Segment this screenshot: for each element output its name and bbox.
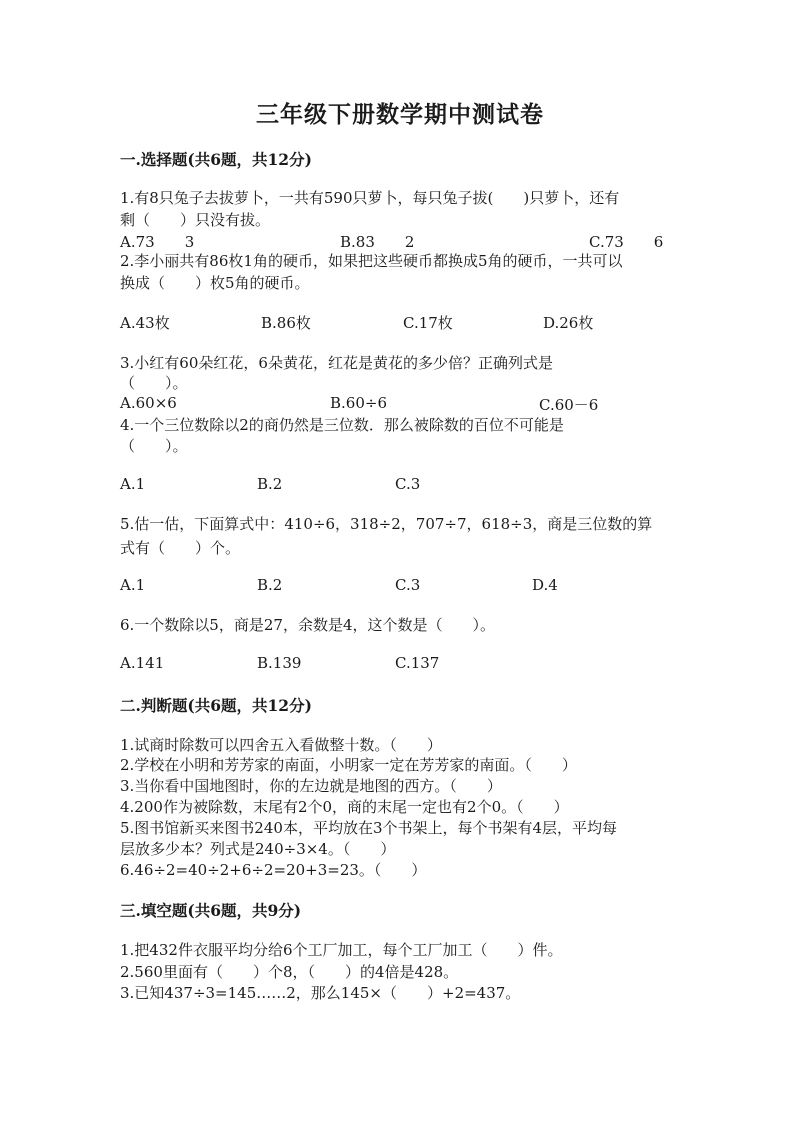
question-text: 换成（ ）枚5角的硬币。 xyxy=(120,274,310,292)
option-b: B.83 2 xyxy=(340,233,415,251)
statement-text: 3.当你看中国地图时，你的左边就是地图的西方。（ ） xyxy=(120,777,502,795)
fill-text: 1.把432件衣服平均分给6个工厂加工，每个工厂加工（ ）件。 xyxy=(120,941,563,959)
option-b: B.2 xyxy=(257,576,283,594)
question-text: 6.一个数除以5，商是27，余数是4，这个数是（ ）。 xyxy=(120,616,495,634)
statement-text: 5.图书馆新买来图书240本，平均放在3个书架上，每个书架有4层，平均每 xyxy=(120,819,618,837)
option-c: C.3 xyxy=(395,576,421,594)
statement-text: 4.200作为被除数，末尾有2个0，商的末尾一定也有2个0。（ ） xyxy=(120,798,569,816)
option-d: D.4 xyxy=(532,576,558,594)
option-b: B.139 xyxy=(257,654,302,672)
statement-text: 2.学校在小明和芳芳家的南面，小明家一定在芳芳家的南面。（ ） xyxy=(120,756,577,774)
option-c: C.17枚 xyxy=(403,314,453,332)
question-text: 2.李小丽共有86枚1角的硬币，如果把这些硬币都换成5角的硬币，一共可以 xyxy=(120,252,623,270)
option-a: A.1 xyxy=(120,475,146,493)
question-text: 1.有8只兔子去拔萝卜，一共有590只萝卜，每只兔子拔( )只萝卜，还有 xyxy=(120,189,620,207)
option-c: C.73 6 xyxy=(589,233,664,251)
option-a: A.141 xyxy=(120,654,165,672)
fill-text: 3.已知437÷3=145……2，那么145×（ ）+2=437。 xyxy=(120,984,521,1002)
option-b: B.60÷6 xyxy=(330,394,387,412)
option-c: C.60－6 xyxy=(539,396,599,414)
question-text: 5.估一估，下面算式中：410÷6，318÷2，707÷7，618÷3，商是三位数的算 xyxy=(120,515,653,533)
option-c: C.3 xyxy=(395,475,421,493)
option-c: C.137 xyxy=(395,654,440,672)
option-d: D.26枚 xyxy=(543,314,594,332)
section-heading-judgment: 二.判断题(共6题，共12分) xyxy=(120,696,312,715)
option-a: A.60×6 xyxy=(120,394,177,412)
statement-text: 层放多少本？列式是240÷3×4。（ ） xyxy=(120,840,396,858)
section-heading-fill: 三.填空题(共6题，共9分) xyxy=(120,901,302,920)
statement-text: 6.46÷2=40÷2+6÷2=20+3=23。（ ） xyxy=(120,861,427,879)
section-heading-choice: 一.选择题(共6题，共12分) xyxy=(120,150,312,169)
question-text: 4.一个三位数除以2的商仍然是三位数．那么被除数的百位不可能是 xyxy=(120,416,564,434)
option-a: A.1 xyxy=(120,576,146,594)
question-text: 3.小红有60朵红花，6朵黄花，红花是黄花的多少倍？正确列式是 xyxy=(120,354,553,372)
option-b: B.86枚 xyxy=(261,314,311,332)
option-b: B.2 xyxy=(257,475,283,493)
statement-text: 1.试商时除数可以四舍五入看做整十数。（ ） xyxy=(120,736,442,754)
option-a: A.43枚 xyxy=(120,314,170,332)
question-text: 式有（ ）个。 xyxy=(120,539,241,557)
question-text: （ ）。 xyxy=(120,374,188,392)
fill-text: 2.560里面有（ ）个8，（ ）的4倍是428。 xyxy=(120,963,459,981)
page-title: 三年级下册数学期中测试卷 xyxy=(256,101,544,128)
question-text: （ ）。 xyxy=(120,437,188,455)
question-text: 剩（ ）只没有拔。 xyxy=(120,211,271,229)
option-a: A.73 3 xyxy=(120,233,195,251)
